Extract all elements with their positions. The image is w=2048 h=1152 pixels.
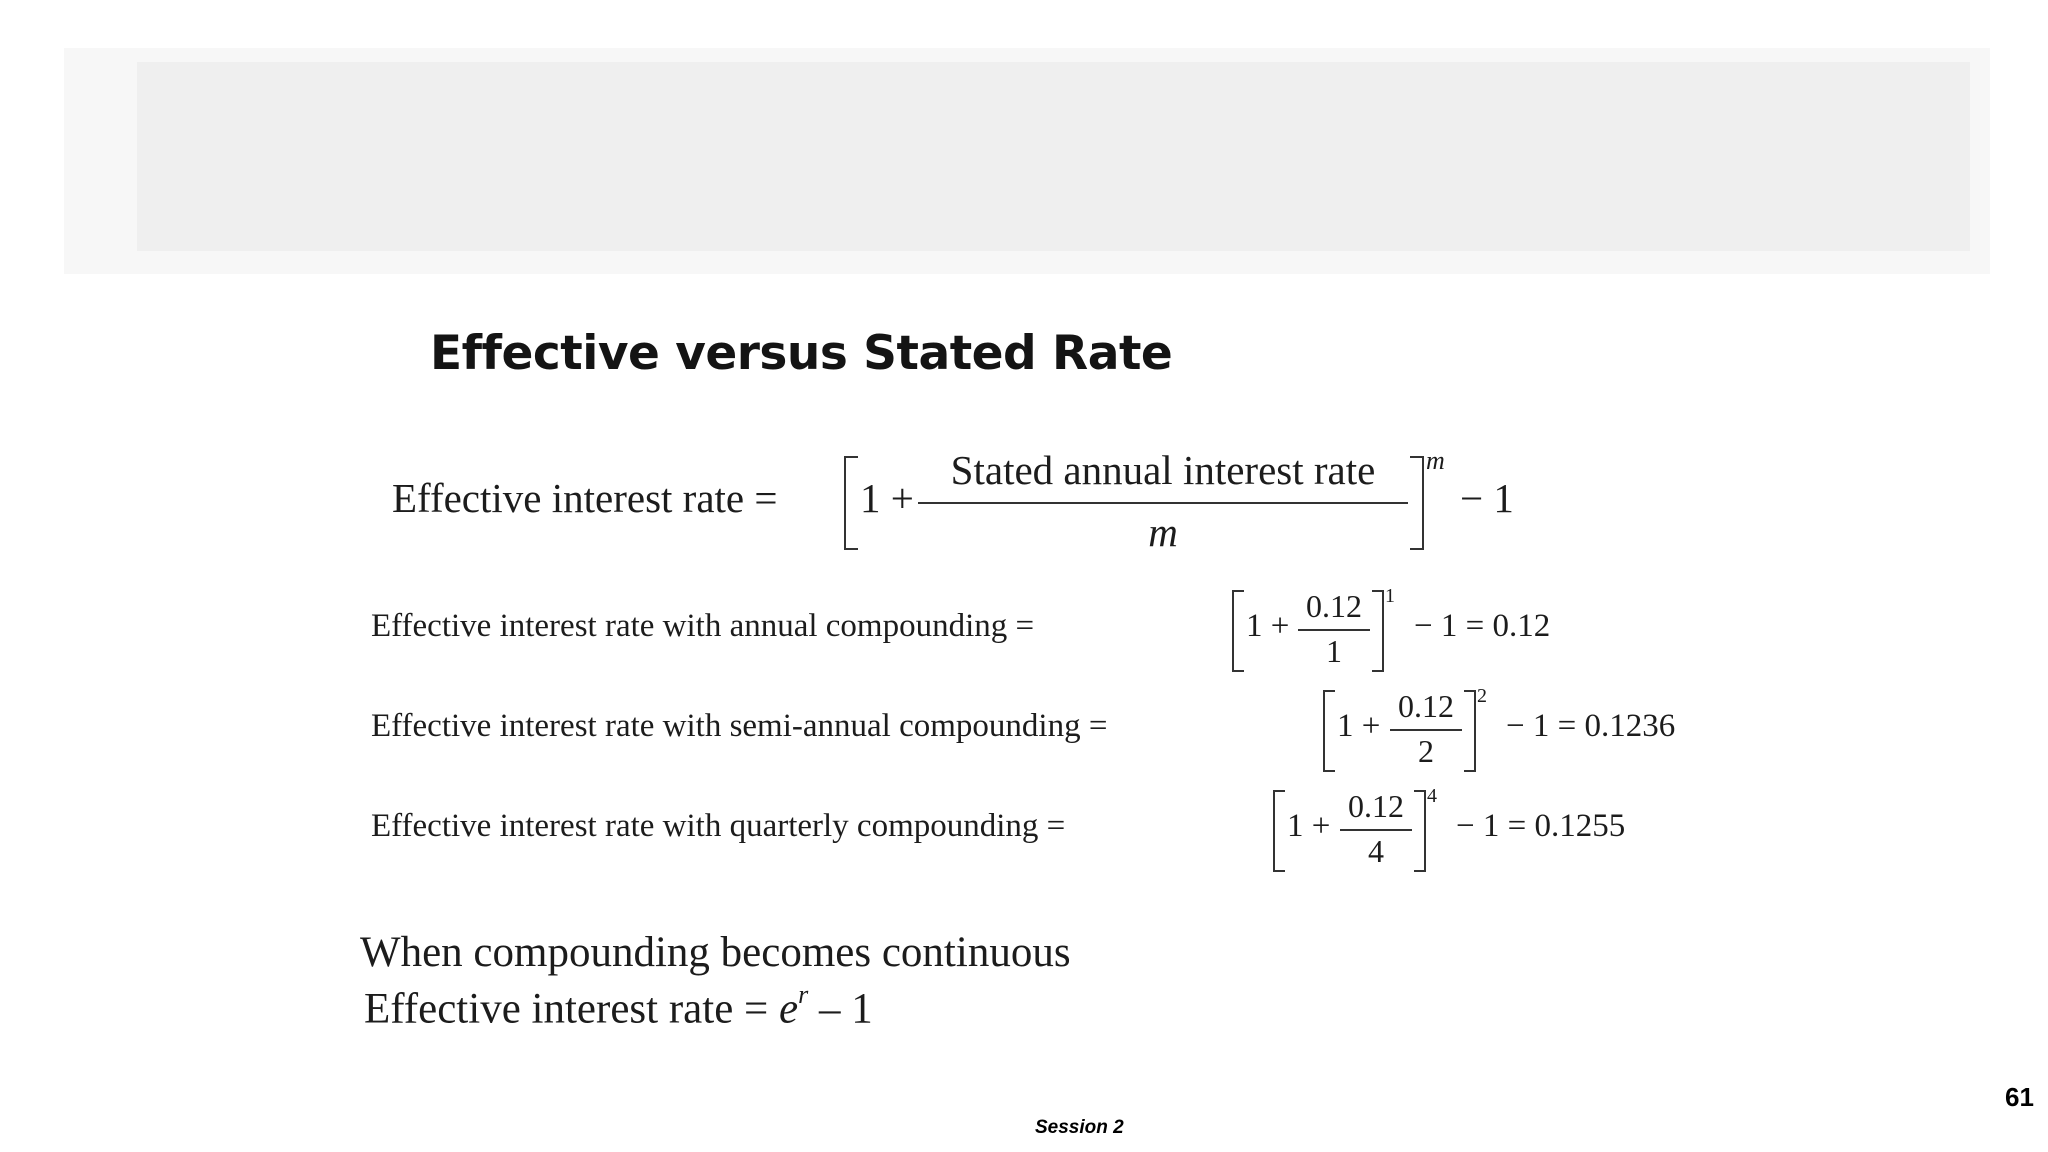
continuous-heading: When compounding becomes continuous (360, 929, 1071, 976)
example-lhs: Effective interest rate with semi-annual compounding = (371, 708, 1108, 744)
example-exponent: 2 (1477, 685, 1487, 707)
general-exponent: m (1426, 446, 1445, 475)
general-fraction-bar (918, 502, 1408, 504)
continuous-formula (364, 980, 873, 1033)
left-bracket (1323, 690, 1335, 772)
slide-footer: Session 2 (1035, 1117, 1124, 1138)
general-numerator: Stated annual interest rate (950, 447, 1376, 493)
example-fraction-bar (1298, 629, 1370, 631)
page-number: 61 (2005, 1082, 2034, 1112)
continuous-lhs: Effective interest rate = (364, 985, 769, 1033)
right-bracket (1372, 590, 1384, 672)
right-bracket (1410, 456, 1424, 550)
right-bracket (1464, 690, 1476, 772)
example-one-plus: 1 + (1246, 608, 1290, 644)
general-one-plus: 1 + (860, 475, 914, 521)
general-denominator: m (1148, 509, 1178, 555)
example-lhs: Effective interest rate with quarterly compounding = (371, 808, 1066, 844)
left-bracket (844, 456, 858, 550)
header-band (137, 62, 1970, 251)
example-denominator: 4 (1368, 833, 1384, 869)
example-fraction-bar (1340, 829, 1412, 831)
example-lhs: Effective interest rate with annual compounding = (371, 608, 1035, 644)
left-bracket (1232, 590, 1244, 672)
general-tail: − 1 (1460, 475, 1514, 521)
example-one-plus: 1 + (1287, 808, 1331, 844)
example-numerator: 0.12 (1306, 588, 1362, 624)
general-formula-lhs: Effective interest rate = (392, 475, 778, 521)
slide-title: Effective versus Stated Rate (430, 326, 1173, 381)
example-fraction-bar (1390, 729, 1462, 731)
example-numerator: 0.12 (1398, 688, 1454, 724)
example-one-plus: 1 + (1337, 708, 1381, 744)
continuous-base: e (779, 985, 799, 1033)
example-result: − 1 = 0.1236 (1506, 708, 1676, 744)
example-numerator: 0.12 (1348, 788, 1404, 824)
left-bracket (1273, 790, 1285, 872)
example-result: − 1 = 0.1255 (1456, 808, 1626, 844)
example-exponent: 4 (1427, 785, 1437, 807)
example-denominator: 2 (1418, 733, 1434, 769)
continuous-exponent: r (798, 980, 809, 1009)
right-bracket (1414, 790, 1426, 872)
example-exponent: 1 (1385, 585, 1395, 607)
example-denominator: 1 (1326, 633, 1342, 669)
example-result: − 1 = 0.12 (1414, 608, 1551, 644)
continuous-tail: – 1 (819, 985, 873, 1033)
